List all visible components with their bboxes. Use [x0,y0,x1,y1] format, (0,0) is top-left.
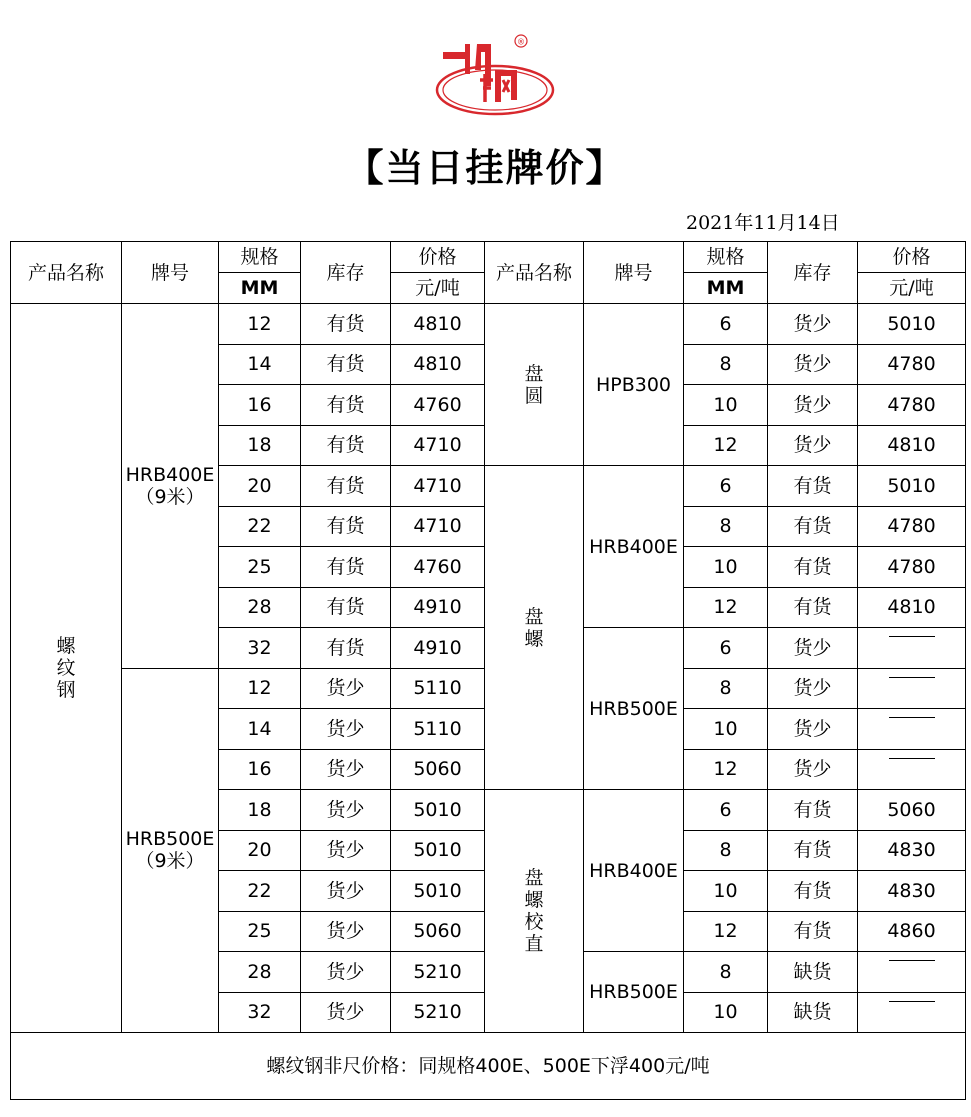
stock-cell: 有货 [301,304,391,345]
brand-cell [584,628,684,790]
spec-cell: 28 [219,952,301,993]
price-cell [858,952,966,993]
price-cell: 5010 [391,830,485,871]
stock-cell: 货少 [768,709,858,750]
product-name-cell-char: 盘 [524,867,544,889]
price-cell [858,749,966,790]
brand-note: （9米） [135,485,205,508]
price-cell: 4780 [858,547,966,588]
brand-name: HRB400E [589,859,678,882]
stock-cell: 有货 [301,628,391,669]
header-brand: 牌号 [584,242,684,304]
stock-cell: 有货 [301,385,391,426]
price-cell: 5210 [391,952,485,993]
price-cell [858,709,966,750]
price-cell: 4810 [858,425,966,466]
spec-cell: 25 [219,911,301,952]
spec-cell: 25 [219,547,301,588]
stock-cell: 货少 [768,304,858,345]
spec-cell: 12 [684,587,768,628]
spec-cell: 16 [219,749,301,790]
price-dash [889,960,935,983]
price-cell: 4830 [858,871,966,912]
spec-cell: 18 [219,425,301,466]
price-cell: 4810 [391,304,485,345]
spec-cell: 16 [219,385,301,426]
brand-logo [425,30,565,120]
product-name-cell-char: 钢 [56,679,76,701]
spec-cell: 8 [684,668,768,709]
spec-cell: 8 [684,952,768,993]
price-cell: 5060 [858,790,966,831]
header-product-name: 产品名称 [11,242,122,304]
price-cell: 5060 [391,911,485,952]
product-name-cell [485,466,584,790]
price-cell: 5060 [391,749,485,790]
stock-cell: 货少 [301,709,391,750]
brand-name: HRB400E [589,535,678,558]
header-price-unit: 元/吨 [391,273,485,304]
stock-cell: 有货 [301,587,391,628]
spec-cell: 28 [219,587,301,628]
price-cell: 4710 [391,425,485,466]
header-spec: 规格 [219,242,301,273]
price-cell: 5110 [391,709,485,750]
price-cell [858,628,966,669]
header-spec-unit: MM [219,273,301,304]
spec-cell: 6 [684,304,768,345]
table-row [11,304,966,345]
spec-cell: 8 [684,506,768,547]
header-spec-unit: MM [684,273,768,304]
price-dash [889,636,935,659]
product-name-cell-char: 螺 [56,635,76,657]
spec-cell: 8 [684,344,768,385]
product-name-cell-char: 校 [524,911,544,933]
price-dash [889,1001,935,1024]
spec-cell: 20 [219,830,301,871]
stock-cell: 货少 [768,628,858,669]
product-name-cell [485,790,584,1033]
stock-cell: 有货 [301,506,391,547]
stock-cell: 有货 [768,587,858,628]
spec-cell: 14 [219,344,301,385]
price-cell: 4910 [391,587,485,628]
spec-cell: 8 [684,830,768,871]
spec-cell: 6 [684,628,768,669]
brand-name: HRB500E [589,981,678,1003]
spec-cell: 10 [684,992,768,1033]
stock-cell: 货少 [301,952,391,993]
stock-cell: 货少 [768,668,858,709]
price-cell: 4830 [858,830,966,871]
stock-cell: 货少 [768,749,858,790]
stock-cell: 有货 [301,466,391,507]
product-name-cell-char: 圆 [524,384,544,407]
header-product-name: 产品名称 [485,242,584,304]
price-cell: 5010 [391,790,485,831]
spec-cell: 12 [684,911,768,952]
product-name-cell [11,304,122,1033]
price-dash [889,758,935,781]
spec-cell: 10 [684,709,768,750]
spec-cell: 10 [684,385,768,426]
header-price: 价格 [391,242,485,273]
date-label: 2021年11月14日 [686,212,840,234]
stock-cell: 货少 [301,830,391,871]
stock-cell: 货少 [768,385,858,426]
price-cell: 4780 [858,385,966,426]
price-cell: 4860 [858,911,966,952]
spec-cell: 10 [684,871,768,912]
spec-cell: 22 [219,506,301,547]
stock-cell: 有货 [768,466,858,507]
stock-cell: 货少 [301,668,391,709]
header-stock: 库存 [301,242,391,304]
price-cell: 4710 [391,506,485,547]
price-cell: 5110 [391,668,485,709]
spec-cell: 22 [219,871,301,912]
price-cell: 4910 [391,628,485,669]
product-name-cell-char: 螺 [524,627,544,650]
price-cell: 5010 [391,871,485,912]
price-cell: 4780 [858,506,966,547]
brand-cell [584,790,684,952]
stock-cell: 货少 [301,749,391,790]
brand-name: HRB500E [125,828,215,851]
product-name-cell-char: 盘 [524,605,544,628]
registered-mark: ® [517,37,525,47]
spec-cell: 6 [684,790,768,831]
brand-note: （9米） [135,850,205,873]
brand-name: HRB500E [589,697,678,720]
price-cell: 4810 [858,587,966,628]
price-cell: 4780 [858,344,966,385]
stock-cell: 有货 [768,506,858,547]
footer-row [11,1033,966,1100]
page-title: 【当日挂牌价】 [345,146,626,190]
header-price-unit: 元/吨 [858,273,966,304]
footer-note: 螺纹钢非尺价格：同规格400E、500E下浮400元/吨 [11,1033,966,1100]
price-cell: 5010 [858,466,966,507]
price-cell: 5010 [858,304,966,345]
product-name-cell-char: 纹 [56,657,76,679]
price-cell [858,992,966,1033]
spec-cell: 12 [219,304,301,345]
stock-cell: 缺货 [768,952,858,993]
spec-cell: 32 [219,628,301,669]
price-cell [858,668,966,709]
spec-cell: 12 [219,668,301,709]
stock-cell: 有货 [301,344,391,385]
price-cell: 5210 [391,992,485,1033]
product-name-cell-char: 盘 [524,362,544,385]
stock-cell: 有货 [301,425,391,466]
product-name-cell-char: 螺 [524,889,544,911]
stock-cell: 货少 [301,871,391,912]
price-cell: 4760 [391,385,485,426]
stock-cell: 货少 [768,344,858,385]
header-spec: 规格 [684,242,768,273]
spec-cell: 12 [684,425,768,466]
spec-cell: 6 [684,466,768,507]
brand-name: HRB400E [125,463,215,486]
header-price: 价格 [858,242,966,273]
price-cell: 4810 [391,344,485,385]
header-stock: 库存 [768,242,858,304]
stock-cell: 缺货 [768,992,858,1033]
price-dash [889,717,935,740]
stock-cell: 有货 [768,547,858,588]
brand-cell [122,304,219,669]
spec-cell: 10 [684,547,768,588]
price-cell: 4760 [391,547,485,588]
stock-cell: 货少 [301,911,391,952]
stock-cell: 货少 [301,992,391,1033]
brand-name: HPB300 [595,373,672,396]
product-name-cell [485,304,584,466]
brand-cell [584,952,684,1033]
stock-cell: 货少 [768,425,858,466]
spec-cell: 32 [219,992,301,1033]
stock-cell: 货少 [301,790,391,831]
brand-cell [122,668,219,1033]
price-dash [889,677,935,700]
price-table [10,241,966,1100]
product-name-cell-char: 直 [524,933,544,955]
price-cell: 4710 [391,466,485,507]
stock-cell: 有货 [301,547,391,588]
stock-cell: 有货 [768,871,858,912]
stock-cell: 有货 [768,830,858,871]
spec-cell: 20 [219,466,301,507]
header-row [11,242,966,273]
stock-cell: 有货 [768,790,858,831]
header-brand: 牌号 [122,242,219,304]
spec-cell: 18 [219,790,301,831]
brand-cell [584,304,684,466]
spec-cell: 12 [684,749,768,790]
stock-cell: 有货 [768,911,858,952]
brand-cell [584,466,684,628]
spec-cell: 14 [219,709,301,750]
